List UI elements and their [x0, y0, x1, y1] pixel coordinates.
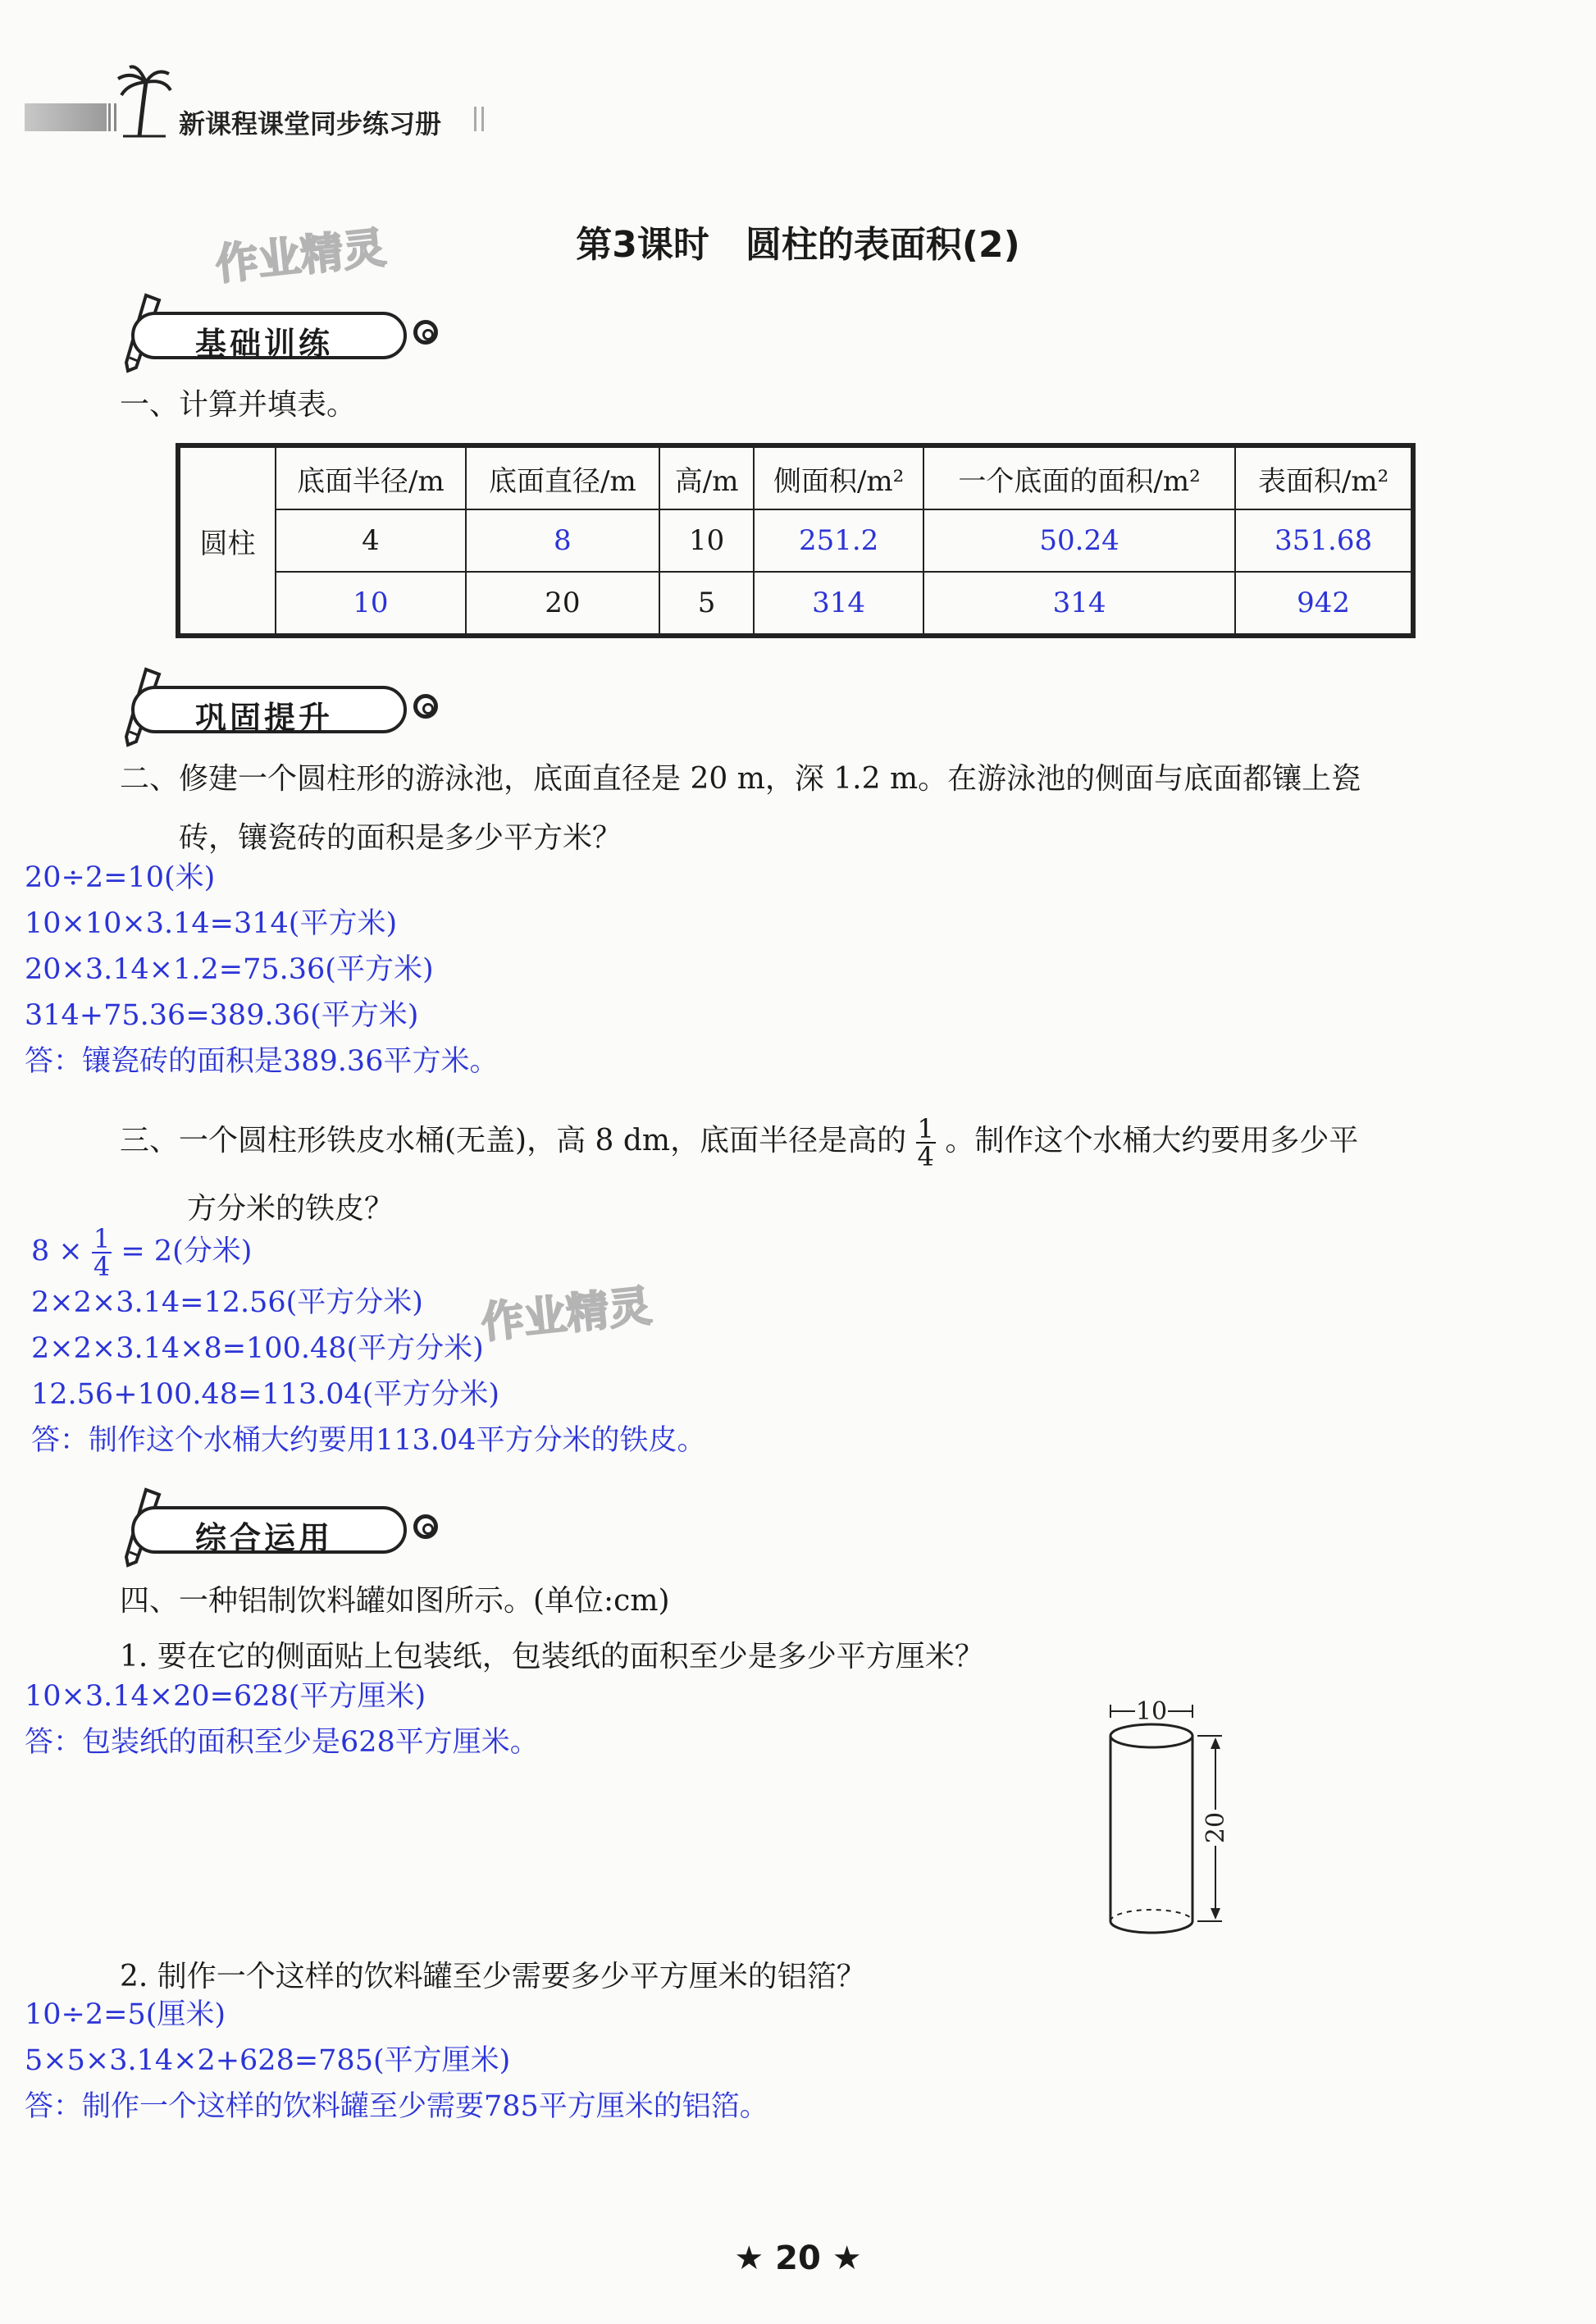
answer-cell: 351.68 [1235, 509, 1411, 572]
answer-line: 10÷2=5(厘米) [25, 1998, 226, 2031]
answer-line: 答：制作一个这样的饮料罐至少需要785平方厘米的铝箔。 [25, 2090, 768, 2123]
column-header: 侧面积/m² [754, 447, 923, 509]
q2-prompt-line1: 二、修建一个圆柱形的游泳池，底面直径是 20 m，深 1.2 m。在游泳池的侧面与底面都镶上瓷 [120, 762, 1361, 796]
column-header: 底面半径/m [276, 447, 466, 509]
q3-prompt-line2: 方分米的铁皮？ [187, 1192, 394, 1226]
height-label: 20 [1202, 1811, 1230, 1844]
column-header: 一个底面的面积/m² [923, 447, 1235, 509]
q1-prompt: 一、计算并填表。 [120, 388, 357, 422]
answer-cell: 251.2 [754, 509, 923, 572]
section-title: 基础训练 [195, 326, 334, 362]
column-header: 表面积/m² [1235, 447, 1411, 509]
answer-cell: 314 [923, 572, 1235, 634]
answer-line: 20×3.14×1.2=75.36(平方米) [25, 953, 434, 986]
answer-text: 8 × [31, 1235, 83, 1268]
table-row [180, 509, 1411, 572]
q3-prompt-line1 [120, 1113, 1359, 1172]
answer-line: 10×10×3.14=314(平方米) [25, 907, 398, 940]
answer-line: 答：包装纸的面积至少是628平方厘米。 [25, 1726, 539, 1759]
answer-line: 2×2×3.14×8=100.48(平方分米) [31, 1332, 484, 1365]
q2-prompt-line2: 砖，镶瓷砖的面积是多少平方米？ [179, 821, 622, 855]
fraction-denominator: 4 [917, 1141, 934, 1172]
header-decoration-bar [25, 103, 107, 131]
lesson-title: 第3课时 圆柱的表面积(2) [576, 224, 1020, 266]
column-header: 底面直径/m [466, 447, 659, 509]
answer-line: 答：制作这个水桶大约要用113.04平方分米的铁皮。 [31, 1424, 706, 1457]
table-row [180, 447, 1411, 509]
fraction [916, 1113, 936, 1172]
answer-line: 20÷2=10(米) [25, 861, 216, 894]
answer-line: 2×2×3.14=12.56(平方分米) [31, 1286, 423, 1319]
column-header: 高/m [659, 447, 755, 509]
q4-prompt: 四、一种铝制饮料罐如图所示。(单位:cm) [120, 1584, 670, 1618]
page-number: ★ 20 ★ [734, 2240, 862, 2277]
ring-icon [413, 1514, 438, 1539]
ring-icon [413, 694, 438, 719]
q3-answer-block [31, 1223, 706, 1463]
fraction-denominator: 4 [93, 1251, 111, 1282]
table-cell: 5 [659, 572, 755, 634]
answer-cell: 314 [754, 572, 923, 634]
answer-cell: 10 [276, 572, 466, 634]
section-title: 巩固提升 [195, 700, 334, 736]
q4-sub2: 2. 制作一个这样的饮料罐至少需要多少平方厘米的铝箔？ [120, 1960, 866, 1993]
q4-sub1-answer-block [25, 1673, 539, 1765]
fraction-numerator: 1 [917, 1113, 934, 1144]
ring-icon [413, 320, 438, 345]
answer-line: 314+75.36=389.36(平方米) [25, 999, 419, 1032]
fraction [92, 1223, 112, 1282]
q4-sub2-answer-block [25, 1992, 768, 2130]
header-decoration-lines-right [474, 107, 484, 131]
section-title: 综合运用 [195, 1520, 334, 1556]
watermark: 作业精灵 [479, 1281, 654, 1349]
answer-line: 5×5×3.14×2+628=785(平方厘米) [25, 2044, 511, 2077]
answer-cell: 50.24 [923, 509, 1235, 572]
fraction-numerator: 1 [93, 1223, 111, 1254]
section-badge-consolidate [74, 681, 459, 738]
diameter-label: 10 [1135, 1697, 1168, 1726]
palm-tree-icon [115, 64, 172, 138]
q4-sub1: 1. 要在它的侧面贴上包装纸，包装纸的面积至少是多少平方厘米？ [120, 1640, 984, 1673]
watermark: 作业精灵 [213, 223, 389, 290]
table-row [180, 572, 1411, 634]
section-badge-apply [74, 1501, 459, 1559]
answer-line: 10×3.14×20=628(平方厘米) [25, 1680, 426, 1713]
answer-line [31, 1223, 705, 1282]
q2-answer-block [25, 855, 498, 1084]
cylinder-figure [1083, 1690, 1247, 1936]
answer-cell: 8 [466, 509, 659, 572]
table-cell: 4 [276, 509, 466, 572]
answer-text: = 2(分米) [121, 1235, 253, 1268]
answer-line: 12.56+100.48=113.04(平方分米) [31, 1378, 500, 1411]
q3-prompt-text: 。制作这个水桶大约要用多少平 [945, 1124, 1359, 1157]
answer-cell: 942 [1235, 572, 1411, 634]
book-title: 新课程课堂同步练习册 [179, 108, 442, 139]
q3-prompt-text: 三、一个圆柱形铁皮水桶(无盖)，高 8 dm，底面半径是高的 [120, 1124, 907, 1157]
table-cell: 20 [466, 572, 659, 634]
table-cell: 10 [659, 509, 755, 572]
answer-line: 答：镶瓷砖的面积是389.36平方米。 [25, 1045, 499, 1078]
row-label: 圆柱 [180, 447, 276, 634]
section-badge-basic [74, 307, 459, 364]
q1-table [179, 446, 1412, 635]
